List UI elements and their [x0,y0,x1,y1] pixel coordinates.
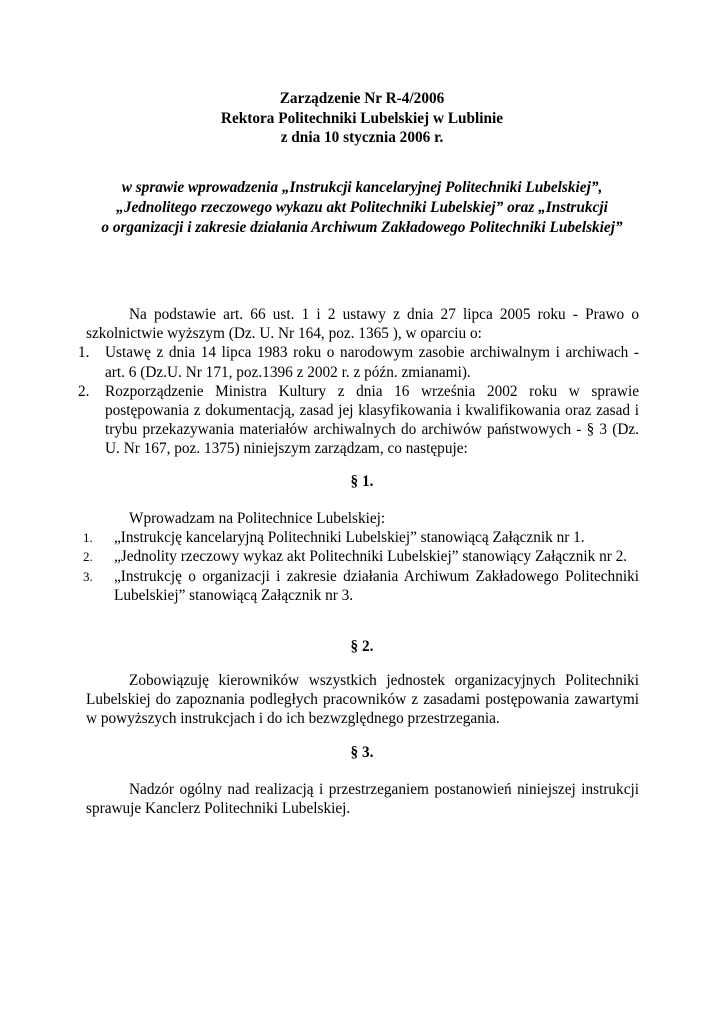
preamble [78,305,639,459]
list-number: 3. [83,568,93,584]
section-1-heading: § 1. [350,473,374,490]
document-title [0,89,724,148]
attachments-list [83,528,639,605]
attachment-item [83,528,639,547]
legal-basis-list [78,343,639,458]
title-line-3: z dnia 10 stycznia 2006 r. [280,129,444,146]
list-text: Rozporządzenie Ministra Kultury z dnia 16 września 2002 roku w sprawie postępowania z dokumentacją, zasad jej klasyfikowania i kwalifikowania oraz zasad i trybu przekazywania materiałów archiwalnych do archiwów państwowych - § 3 (Dz. U. Nr 167, poz. 1375) niniejszym zarządzam, co następuje: [105,382,639,458]
subject-line-1: w sprawie wprowadzenia „Instrukcji kancelaryjnej Politechniki Lubelskiej”, [121,179,603,196]
attachment-item [83,547,639,566]
list-number: 1. [78,344,90,362]
list-number: 1. [83,530,93,546]
document-subject [60,178,664,238]
subject-line-3: o organizacji i zakresie działania Archiwum Zakładowego Politechniki Lubelskiej” [101,219,623,236]
section-2-heading: § 2. [350,638,374,655]
section-3-heading: § 3. [350,744,374,761]
legal-basis-item [78,382,639,459]
section-3-text: Nadzór ogólny nad realizacją i przestrzeganiem postanowień niniejszej instrukcji sprawuje Kanclerz Politechniki Lubelskiej. [86,781,639,818]
legal-basis-item [78,343,639,381]
section-1-intro: Wprowadzam na Politechnice Lubelskiej: [129,510,386,527]
list-text: Ustawę z dnia 14 lipca 1983 roku o narodowym zasobie archiwalnym i archiwach - art. 6 (Dz.U. Nr 171, poz.1396 z 2002 r. z późn. zmianami). [105,344,639,381]
attachment-item [83,567,639,605]
preamble-intro: Na podstawie art. 66 ust. 1 i 2 ustawy z dnia 27 lipca 2005 roku - Prawo o szkolnictwie wyższym (Dz. U. Nr 164, poz. 1365 ), w oparciu o: [86,306,639,343]
list-text: „Jednolity rzeczowy wykaz akt Politechniki Lubelskiej” stanowiący Załącznik nr 2. [114,548,628,566]
title-line-2: Rektora Politechniki Lubelskiej w Lublinie [220,109,504,127]
title-line-1: Zarządzenie Nr R-4/2006 [279,90,445,107]
list-number: 2. [78,382,90,400]
section-2-text: Zobowiązuję kierowników wszystkich jednostek organizacyjnych Politechniki Lubelskiej do zapoznania podległych pracowników z zasadami postępowania zawartymi w powyższych instrukcjach i do ich bezwzględnego przestrzegania. [86,672,639,728]
list-text: „Instrukcję o organizacji i zakresie działania Archiwum Zakładowego Politechniki Lubelskiej” stanowiącą Załącznik nr 3. [114,567,639,604]
list-text: „Instrukcję kancelaryjną Politechniki Lubelskiej” stanowiącą Załącznik nr 1. [114,529,585,547]
section-3 [86,780,639,818]
section-1 [83,509,639,605]
section-2 [86,671,639,729]
list-number: 2. [83,549,93,565]
subject-line-2: „Jednolitego rzeczowego wykazu akt Politechniki Lubelskiej” oraz „Instrukcji [116,199,608,216]
